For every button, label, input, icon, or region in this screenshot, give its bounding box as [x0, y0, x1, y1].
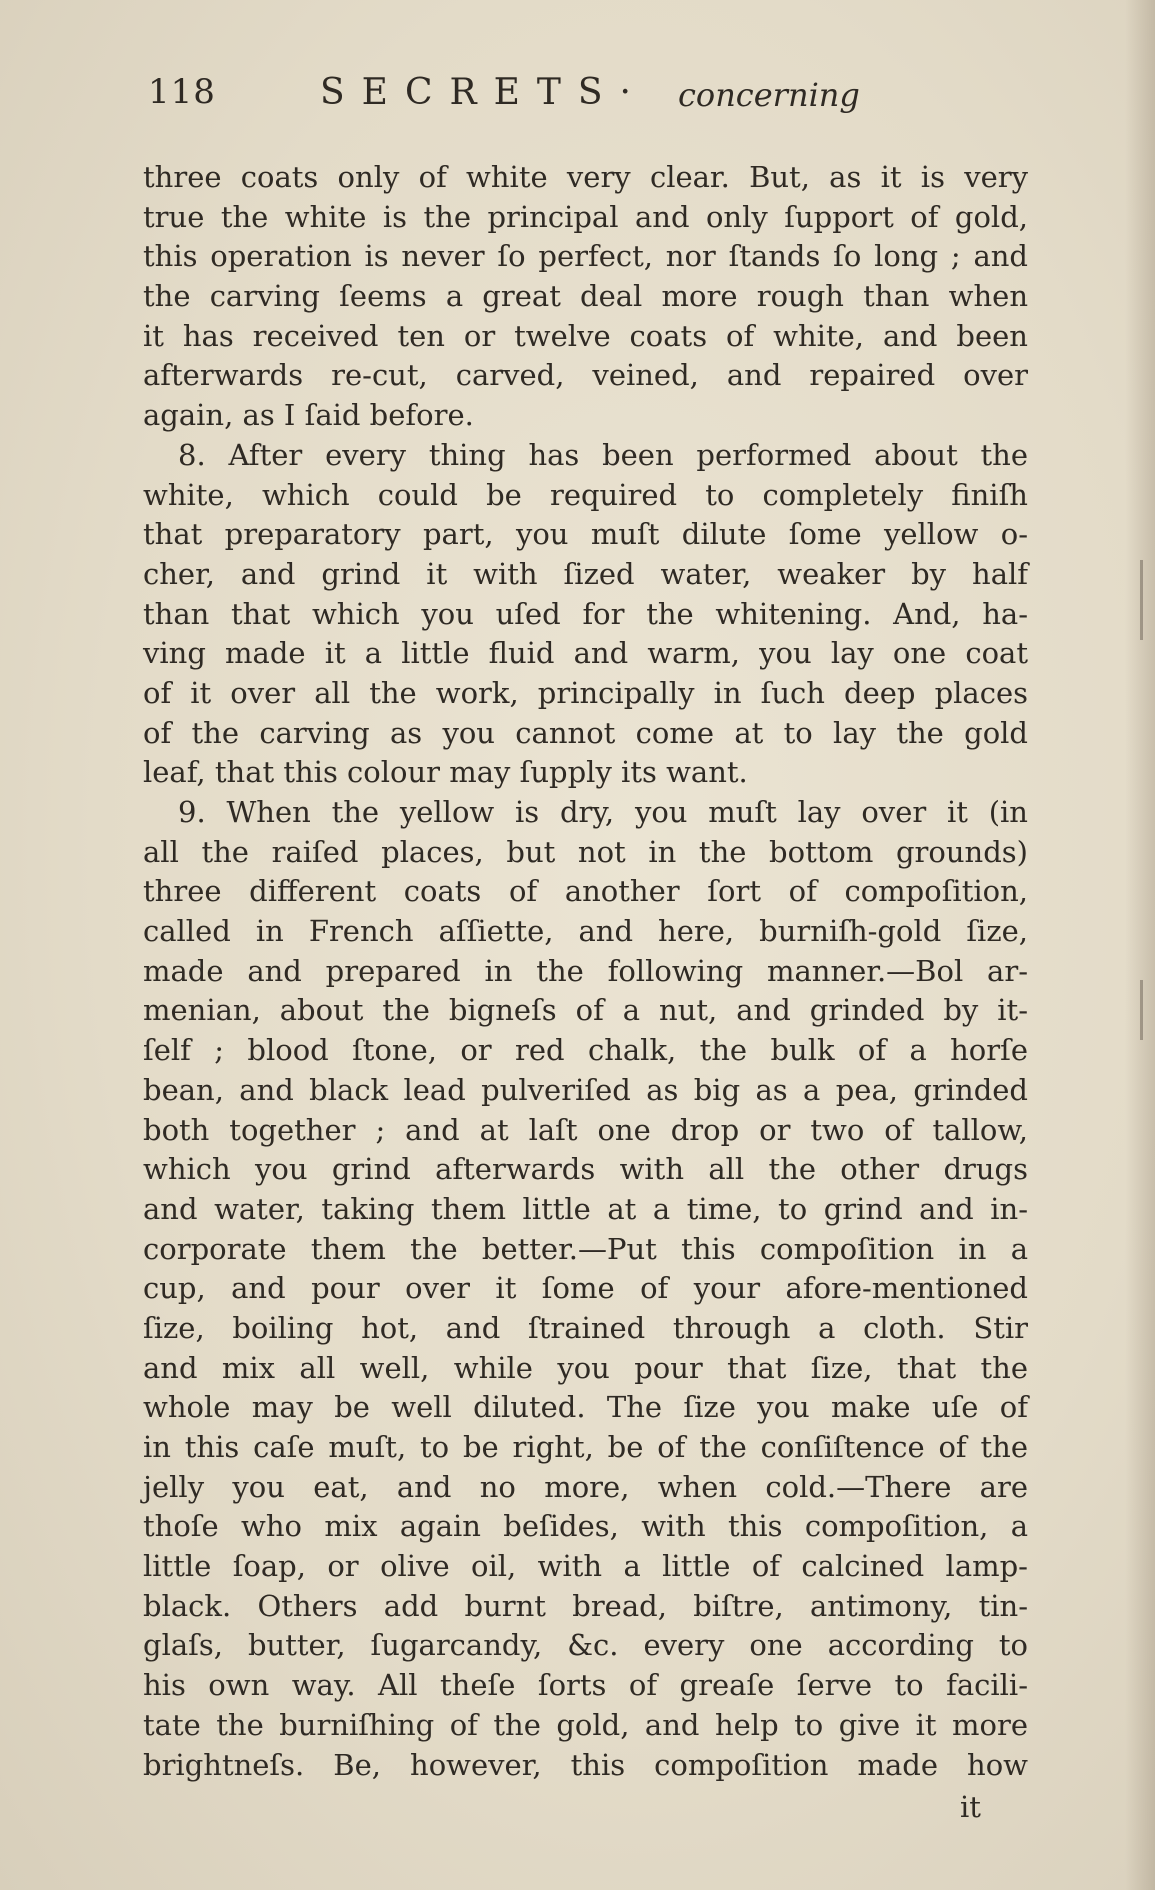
running-subtitle: concerning	[678, 76, 860, 114]
text-line: the carving ſeems a great deal more rough than when	[143, 279, 1028, 314]
text-line: in this caſe muſt, to be right, be of the conſiſtence of the	[143, 1430, 1028, 1464]
text-line: ſelf ; blood ſtone, or red chalk, the bulk of a horſe	[143, 1033, 1028, 1068]
text-line: and water, taking them little at a time, to grind and in-	[143, 1191, 1028, 1226]
text-line: which you grind afterwards with all the other drugs	[143, 1152, 1028, 1187]
text-line: glaſs, butter, ſugarcandy, &c. every one according to	[143, 1628, 1028, 1663]
text-line: brightneſs. Be, however, this compoſition made how	[143, 1747, 1028, 1782]
text-line: cher, and grind it with ſized water, weaker by half	[143, 556, 1028, 591]
text-line: tate the burniſhing of the gold, and help to give it more	[143, 1707, 1028, 1742]
text-line: little ſoap, or olive oil, with a little of calcined lamp-	[143, 1549, 1028, 1584]
margin-mark	[1140, 980, 1143, 1040]
text-line: white, which could be required to completely finiſh	[143, 477, 1028, 512]
body-text	[143, 158, 1028, 1785]
text-line: that preparatory part, you muſt dilute ſome yellow o-	[143, 517, 1028, 552]
margin-mark	[1140, 560, 1143, 640]
text-line: three coats only of white very clear. But, as it is very	[143, 160, 1028, 194]
text-line: afterwards re-cut, carved, veined, and repaired over	[143, 358, 1028, 393]
text-line: made and prepared in the following manner.—Bol ar-	[143, 953, 1028, 988]
text-line: of the carving as you cannot come at to lay the gold	[143, 715, 1028, 750]
text-line: his own way. All theſe ſorts of greaſe ſerve to facili-	[143, 1668, 1028, 1703]
text-line: whole may be well diluted. The ſize you make uſe of	[143, 1390, 1028, 1425]
text-line: than that which you uſed for the whitening. And, ha-	[143, 596, 1028, 631]
text-line: 9. When the yellow is dry, you muſt lay over it (in	[178, 795, 1028, 829]
text-line: ſize, boiling hot, and ſtrained through a cloth. Stir	[143, 1310, 1028, 1345]
text-line: corporate them the better.—Put this compoſition in a	[143, 1231, 1028, 1266]
running-title: SECRETS·	[320, 72, 648, 113]
text-line: black. Others add burnt bread, biſtre, antimony, tin-	[143, 1588, 1028, 1623]
text-line: both together ; and at laſt one drop or two of tallow,	[143, 1112, 1028, 1147]
page-number: 118	[148, 72, 216, 112]
text-line: and mix all well, while you pour that ſize, that the	[143, 1350, 1028, 1385]
text-line: ving made it a little fluid and warm, you lay one coat	[143, 636, 1028, 671]
text-line: this operation is never ſo perfect, nor ſtands ſo long ; and	[143, 239, 1028, 274]
text-line: again, as I ſaid before.	[143, 398, 474, 433]
text-line: 8. After every thing has been performed about the	[178, 437, 1028, 472]
text-line: bean, and black lead pulveriſed as big as a pea, grinded	[143, 1072, 1028, 1107]
text-line: jelly you eat, and no more, when cold.—There are	[143, 1469, 1028, 1504]
text-line: cup, and pour over it ſome of your afore-mentioned	[143, 1271, 1028, 1306]
running-header	[148, 62, 1028, 122]
text-line: true the white is the principal and only ſupport of gold,	[143, 199, 1028, 234]
page-edge-shadow	[1125, 0, 1155, 1890]
text-line: called in French aſſiette, and here, burniſh-gold ſize,	[143, 914, 1028, 949]
text-line: of it over all the work, principally in ſuch deep places	[143, 675, 1028, 710]
text-line: all the raiſed places, but not in the bottom grounds)	[143, 834, 1028, 869]
text-line: leaf, that this colour may ſupply its want.	[143, 755, 748, 790]
catchword: it	[960, 1790, 981, 1824]
text-line: thoſe who mix again beſides, with this compoſition, a	[143, 1509, 1028, 1544]
text-line: it has received ten or twelve coats of white, and been	[143, 318, 1028, 353]
text-line: three different coats of another ſort of compoſition,	[143, 874, 1028, 909]
text-line: menian, about the bigneſs of a nut, and grinded by it-	[143, 993, 1028, 1028]
